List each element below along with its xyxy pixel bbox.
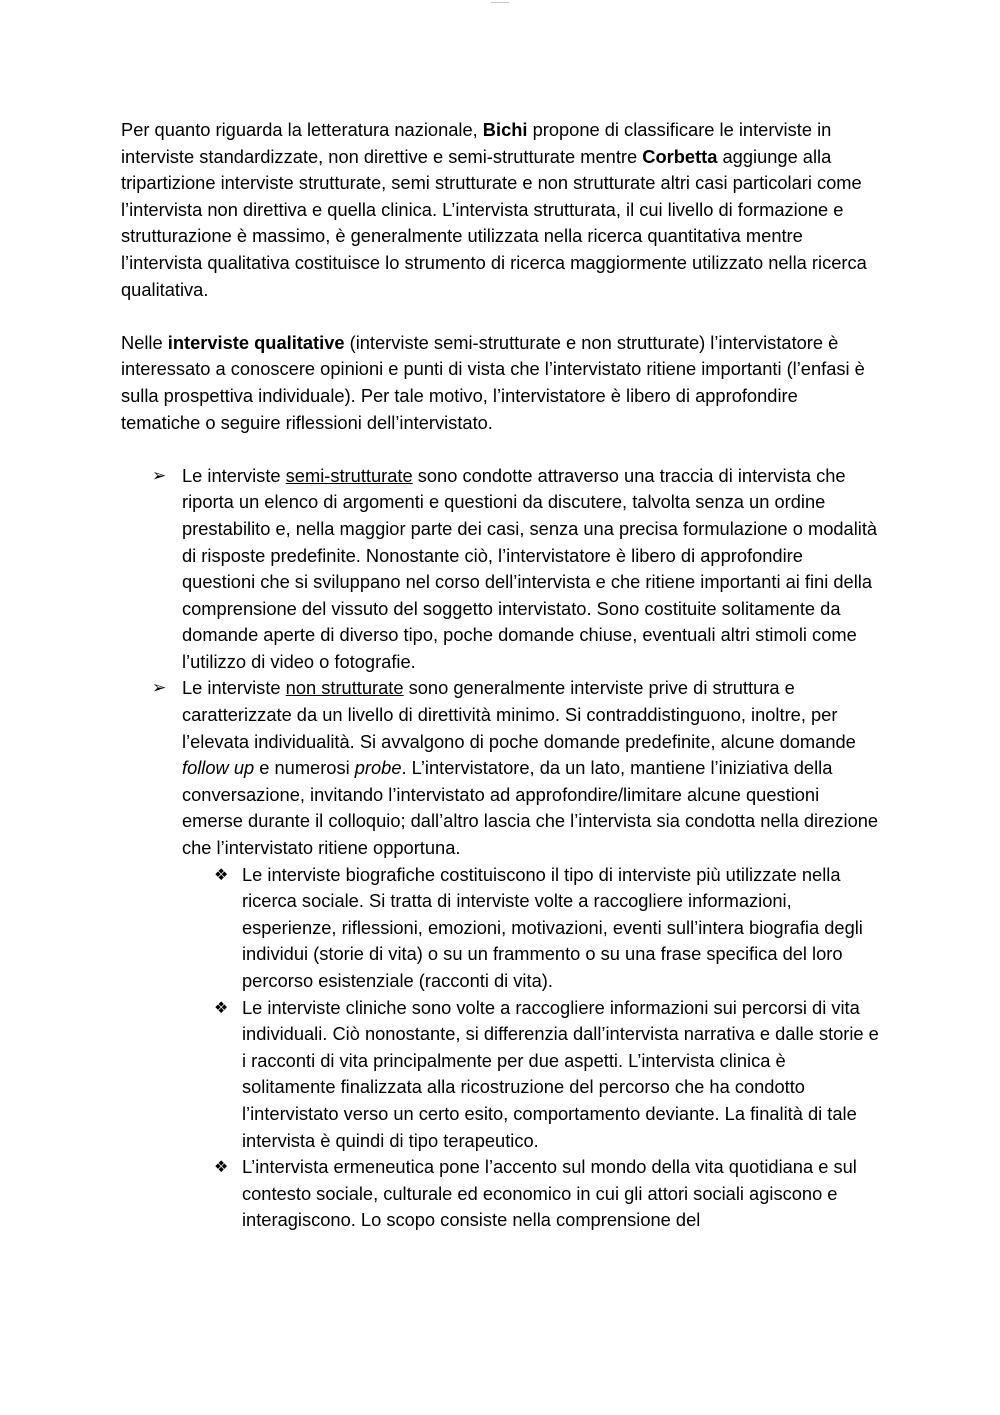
paragraph-literature: [121, 117, 881, 303]
subitem-biographical: [214, 862, 881, 995]
text-span: e numerosi: [254, 757, 355, 779]
subitem-text: Le interviste biografiche costituiscono il tipo di interviste più utilizzate nella ricerca sociale. Si tratta di interviste volte a raccogliere informazioni, esperienze, riflessioni, emozioni, motivazioni, eventi sull’intera biografia degli individui (storie di vita) o su un frammento o su una frase specifica del loro percorso esistenziale (racconti di vita).: [242, 863, 863, 991]
subitem-clinical: [214, 995, 881, 1155]
header-mark: [491, 2, 509, 3]
text-span: Le interviste: [182, 464, 286, 486]
arrow-bullet-icon: ➢: [152, 465, 167, 486]
text-span: propone di classificare le interviste in interviste standardizzate, non direttive e semi-strutturate mentre: [121, 119, 832, 167]
document-body: [121, 117, 881, 1234]
text-span: . L’intervistatore, da un lato, mantiene l’iniziativa della conversazione, invitando l’intervistato ad approfondire/limitare alcune questioni emerse durante il colloquio; dall’altro lascia che l’intervista sia condotta nella direzione che l’intervistato ritiene opportuna.: [182, 757, 879, 859]
text-span: Nelle: [121, 331, 168, 353]
italic-probe: probe: [354, 757, 402, 779]
italic-follow-up: follow up: [182, 757, 255, 779]
text-span: Per quanto riguarda la letteratura nazionale,: [121, 119, 483, 140]
text-span: Le interviste: [182, 677, 286, 699]
list-item-unstructured: [152, 675, 881, 1233]
diamond-bullet-icon: ❖: [214, 1157, 229, 1177]
text-span: aggiunge alla tripartizione interviste strutturate, semi strutturate e non strutturate altri casi particolari come l’intervista non direttiva e quella clinica. L’intervista strutturata, il cui livello di formazione e strutturazione è massimo, è generalmente utilizzata nella ricerca quantitativa mentre l’intervista qualitativa costituisce lo strumento di ricerca maggiormente utilizzato nella ricerca qualitativa.: [121, 145, 867, 300]
text-span: sono generalmente interviste prive di struttura e caratterizzate da un livello di direttività minimo. Si contraddistinguono, inoltre, per l’elevata individualità. Si avvalgono di poche domande predefinite, alcune domande: [182, 677, 856, 752]
underline-non-strutturate: non strutturate: [285, 677, 404, 699]
unstructured-subtypes-list: [182, 862, 881, 1234]
diamond-bullet-icon: ❖: [214, 997, 229, 1017]
text-span: (interviste semi-strutturate e non strutturate) l’intervistatore è interessato a conoscere opinioni e punti di vista che l’intervistato ritiene importanti (l’enfasi è sulla prospettiva individuale). Per tale motivo, l’intervistatore è libero di approfondire tematiche o seguire riflessioni dell’intervistato.: [121, 331, 865, 433]
interview-types-list: [121, 463, 881, 1234]
bold-corbetta: Corbetta: [642, 145, 718, 167]
text-span: sono condotte attraverso una traccia di intervista che riporta un elenco di argomenti e questioni da discutere, talvolta senza un ordine prestabilito e, nella maggior parte dei casi, senza una precisa formulazione o modalità di risposte predefinite. Nonostante ciò, l’intervistatore è libero di approfondire questioni che si sviluppano nel corso dell’intervista e che ritiene importanti ai fini della comprensione del vissuto del soggetto intervistato. Sono costituite solitamente da domande aperte di diverso tipo, poche domande chiuse, eventuali altri stimoli come l’utilizzo di video o fotografie.: [182, 464, 878, 672]
subitem-text: Le interviste cliniche sono volte a raccogliere informazioni sui percorsi di vita individuali. Ciò nonostante, si differenzia dall’intervista narrativa e dalle storie e i racconti di vita principalmente per due aspetti. L’intervista clinica è solitamente finalizzata alla ricostruzione del percorso che ha condotto l’intervistato verso un certo esito, comportamento deviante. La finalità di tale intervista è quindi di tipo terapeutico.: [242, 996, 879, 1151]
diamond-bullet-icon: ❖: [214, 864, 229, 884]
subitem-text: L’intervista ermeneutica pone l’accento sul mondo della vita quotidiana e sul contesto sociale, culturale ed economico in cui gli attori sociali agiscono e interagiscono. Lo scopo consiste nella comprensione del: [242, 1156, 857, 1231]
subitem-hermeneutic: [214, 1154, 881, 1234]
list-item-semi-structured: [152, 463, 881, 676]
bold-bichi: Bichi: [482, 119, 528, 140]
bold-interviste-qualitative: interviste qualitative: [167, 331, 345, 353]
paragraph-qualitative-interviews: [121, 330, 881, 436]
underline-semi-strutturate: semi-strutturate: [285, 464, 413, 486]
arrow-bullet-icon: ➢: [152, 678, 167, 699]
